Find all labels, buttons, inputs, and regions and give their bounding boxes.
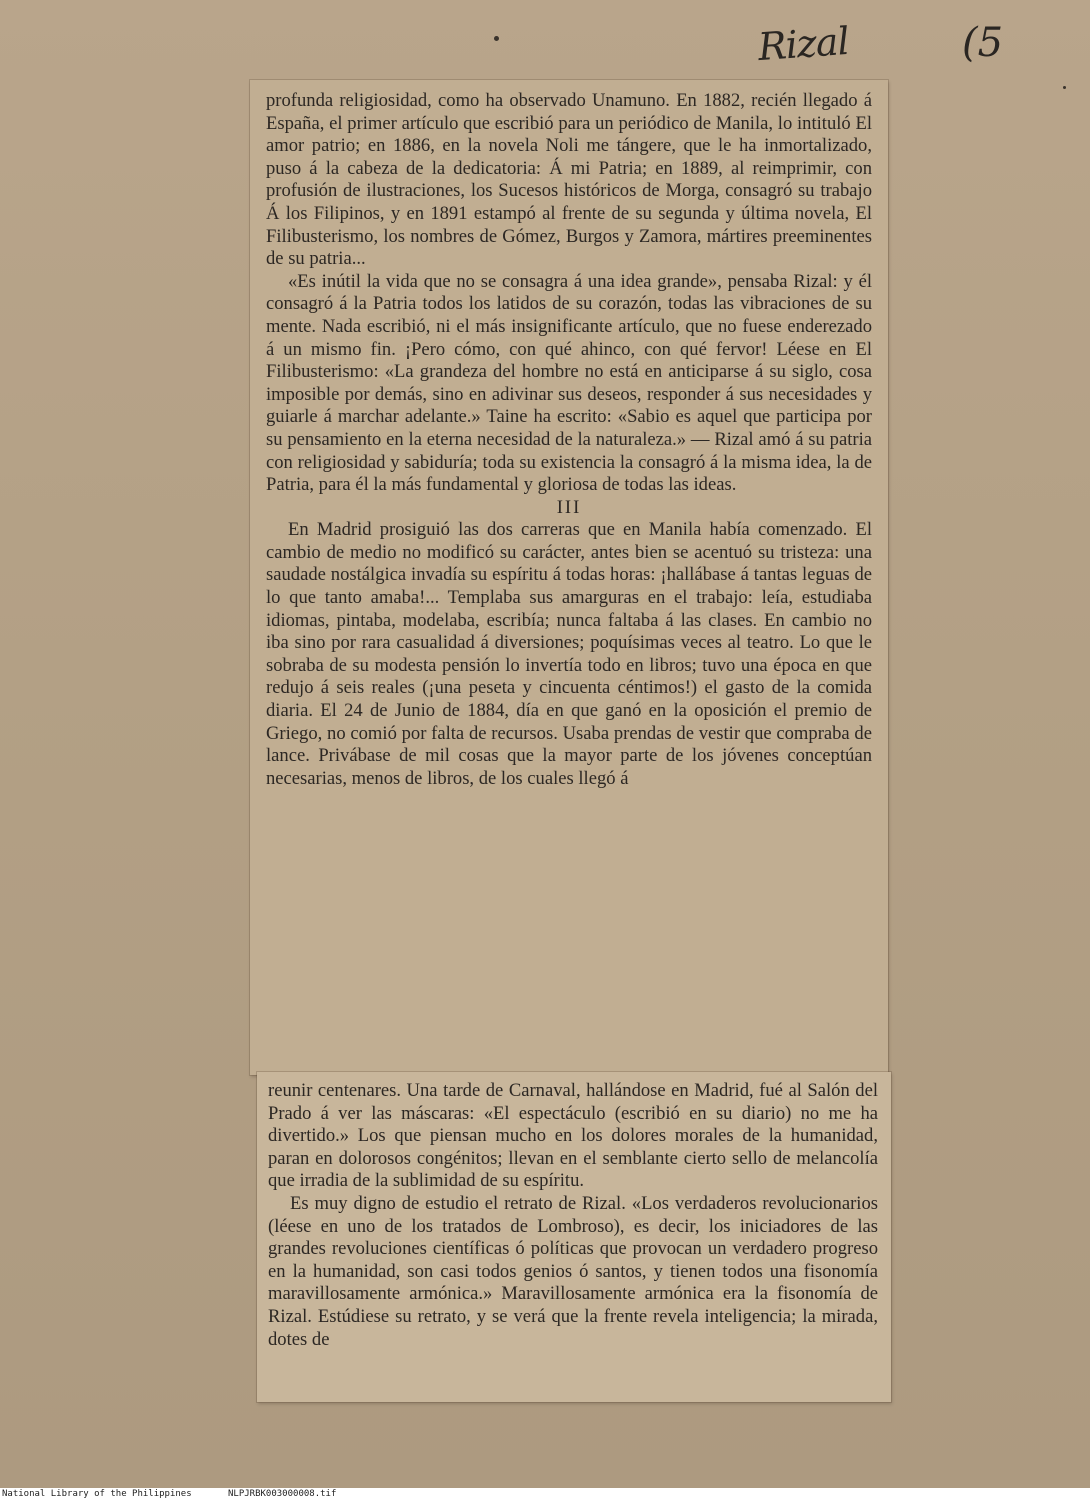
paragraph: profunda religiosidad, como ha observado Unamuno. En 1882, recién llegado á España, el primer artículo que escribió para un periódico de Manila, lo intituló El amor patrio; en 1886, en la novela Noli me tángere, que le ha inmortalizado, puso á la cabeza de la dedicatoria: Á mi Patria; en 1889, al reimprimir, con profusión de ilustraciones, los Sucesos históricos de Morga, consagró su trabajo Á los Filipinos, y en 1891 estampó al frente de su segunda y última novela, El Filibusterismo, los nombres de Gómez, Burgos y Zamora, mártires preeminentes de su patria... bbox=[266, 90, 872, 270]
handwritten-page-number: (5 bbox=[962, 20, 1004, 66]
paragraph: reunir centenares. Una tarde de Carnaval, hallándose en Madrid, fué al Salón del Prado á ver las máscaras: «El espectáculo (escribió en su diario) no me ha divertido.» Los que piensan mucho en los dolores morales de la humanidad, paran en dolorosos congénitos; llevan en el semblante cierto sello de melancolía que irradia de la sublimidad de su espíritu. bbox=[268, 1080, 878, 1192]
paper-speck bbox=[494, 36, 499, 41]
file-id-label: NLPJRBK003000008.tif bbox=[228, 1489, 337, 1499]
newspaper-clipping-bottom bbox=[257, 1072, 891, 1402]
institution-label: National Library of the Philippines bbox=[2, 1489, 192, 1499]
handwritten-annotation bbox=[740, 18, 1060, 78]
section-number: III bbox=[556, 496, 582, 518]
newspaper-clipping-top bbox=[250, 80, 888, 1075]
paragraph: «Es inútil la vida que no se consagra á una idea grande», pensaba Rizal: y él consagró á la Patria todos los latidos de su corazón, todas las vibraciones de su mente. Nada escribió, ni el más insignificante artículo, que no fuese enderezado á un mismo fin. ¡Pero cómo, con qué ahinco, con qué fervor! Léese en El Filibusterismo: «La grandeza del hombre no está en anticiparse á su siglo, cosa imposible por demás, sino en adivinar sus deseos, responder á sus necesidades y guiarle á marchar adelante.» Taine ha escrito: «Sabio es aquel que participa por su pensamiento en la eterna necesidad de la naturaleza.» — Rizal amó á su patria con religiosidad y sabiduría; toda su existencia la consagró á la misma idea, la de Patria, para él la más fundamental y gloriosa de todas las ideas. bbox=[266, 270, 872, 496]
paragraph: Es muy digno de estudio el retrato de Rizal. «Los verdaderos revolucionarios (léese en uno de los tratados de Lombroso), es decir, los iniciadores de las grandes revoluciones científicas ó políticas que provocan un verdadero progreso en la humanidad, son casi todos genios ó santos, y tienen todos una fisonomía maravillosamente armónica.» Maravillosamente armónica era la fisonomía de Rizal. Estúdiese su retrato, y se verá que la frente revela inteligencia; la mirada, dotes de bbox=[268, 1192, 878, 1350]
handwritten-name: Rizal bbox=[756, 18, 851, 70]
paper-speck bbox=[1063, 86, 1066, 89]
scan-footer bbox=[0, 1488, 1090, 1500]
paragraph: En Madrid prosiguió las dos carreras que en Manila había comenzado. El cambio de medio no modificó su carácter, antes bien se acentuó su tristeza: una saudade nostálgica invadía su espíritu á todas horas: ¡hallábase á tantas leguas de lo que tanto amaba!... Templaba sus amarguras en el trabajo: leía, estudiaba idiomas, pintaba, modelaba, escribía; nunca faltaba á las clases. En cambio no iba sino por rara casualidad á diversiones; poquísimas veces al teatro. Lo que le sobraba de su modesta pensión lo invertía todo en libros; tuvo una época en que redujo á seis reales (¡una peseta y cincuenta céntimos!) el gasto de la comida diaria. El 24 de Junio de 1884, día en que ganó en la oposición el premio de Griego, no comió por falta de recursos. Usaba prendas de vestir que compraba de lance. Privábase de mil cosas que la mayor parte de los jóvenes conceptúan necesarias, menos de libros, de los cuales llegó á bbox=[266, 519, 872, 789]
